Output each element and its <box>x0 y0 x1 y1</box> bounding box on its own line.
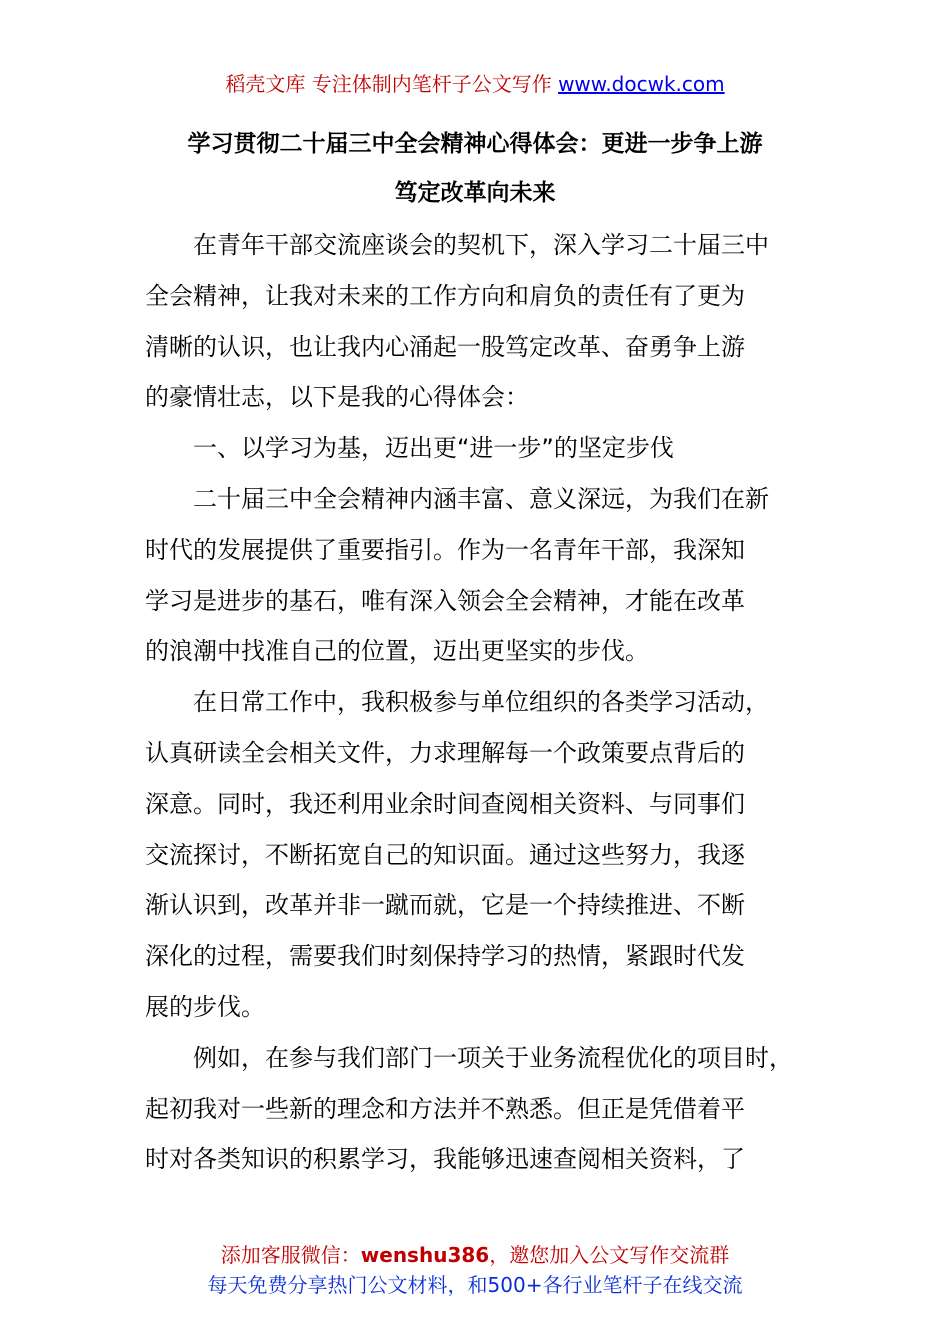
header-brand: 稻壳文库 专注体制内笔杆子公文写作 <box>225 72 552 96</box>
body-line: 学习是进步的基石，唯有深入领会全会精神，才能在改革 <box>145 586 745 615</box>
body-line: 全会精神，让我对未来的工作方向和肩负的责任有了更为 <box>145 281 745 310</box>
document-body <box>145 228 835 1193</box>
footer-contact-line <box>0 1241 950 1269</box>
body-line: 例如，在参与我们部门一项关于业务流程优化的项目时， <box>145 1043 793 1072</box>
body-line: 在日常工作中，我积极参与单位组织的各类学习活动， <box>145 688 769 717</box>
page-header <box>0 70 950 98</box>
body-line: 交流探讨，不断拓宽自己的知识面。通过这些努力，我逐 <box>145 840 745 869</box>
header-url-link[interactable]: www.docwk.com <box>558 72 725 96</box>
document-title-line-2: 笃定改革向未来 <box>394 180 556 206</box>
footer-promo-line: 每天免费分享热门公文材料，和500+各行业笔杆子在线交流 <box>207 1273 743 1297</box>
footer-contact-suffix: ，邀您加入公文写作交流群 <box>489 1243 730 1267</box>
body-line: 一、以学习为基，迈出更“进一步”的坚定步伐 <box>145 434 674 463</box>
body-line: 渐认识到，改革并非一蹴而就，它是一个持续推进、不断 <box>145 891 745 920</box>
document-title-line-1: 学习贯彻二十届三中全会精神心得体会：更进一步争上游 <box>187 131 763 157</box>
body-line: 的浪潮中找准自己的位置，迈出更坚实的步伐。 <box>145 637 649 666</box>
body-line: 清晰的认识，也让我内心涌起一股笃定改革、奋勇争上游 <box>145 332 745 361</box>
footer-contact-prefix: 添加客服微信： <box>220 1243 361 1267</box>
body-line: 的豪情壮志，以下是我的心得体会： <box>145 383 529 412</box>
body-line: 展的步伐。 <box>145 992 265 1021</box>
body-line: 深化的过程，需要我们时刻保持学习的热情，紧跟时代发 <box>145 942 745 971</box>
body-line: 时代的发展提供了重要指引。作为一名青年干部，我深知 <box>145 535 745 564</box>
footer-wechat-id: wenshu386 <box>360 1243 490 1267</box>
body-line: 起初我对一些新的理念和方法并不熟悉。但正是凭借着平 <box>145 1094 745 1123</box>
body-line: 深意。同时，我还利用业余时间查阅相关资料、与同事们 <box>145 789 745 818</box>
body-line: 时对各类知识的积累学习，我能够迅速查阅相关资料，了 <box>145 1145 745 1174</box>
body-line: 二十届三中全会精神内涵丰富、意义深远，为我们在新 <box>145 484 769 513</box>
body-line: 在青年干部交流座谈会的契机下，深入学习二十届三中 <box>145 231 769 259</box>
body-line: 认真研读全会相关文件，力求理解每一个政策要点背后的 <box>145 738 745 767</box>
